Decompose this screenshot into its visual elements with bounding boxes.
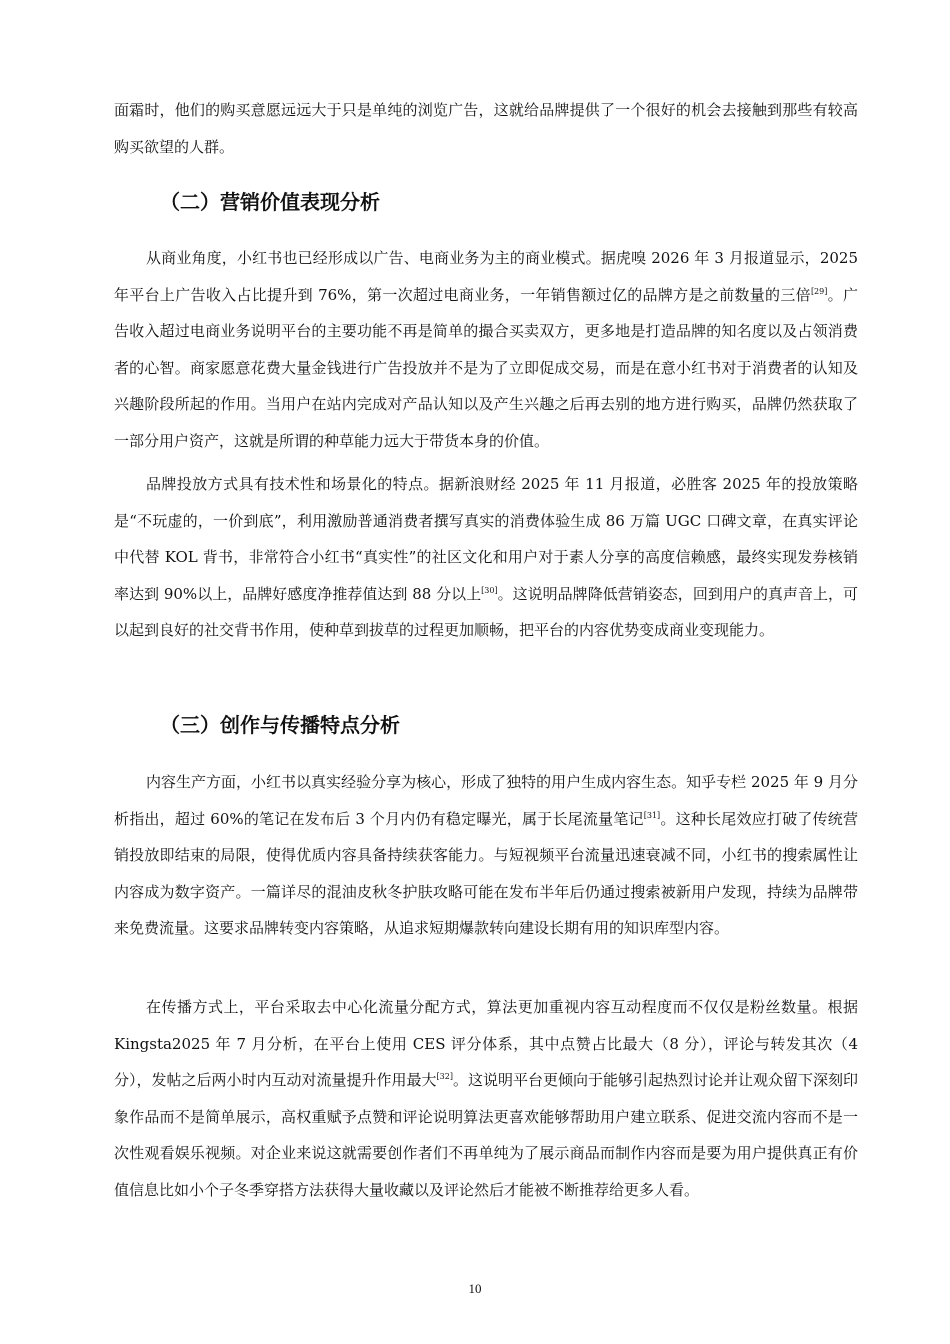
paragraph-text: 面霜时，他们的购买意愿远远大于只是单纯的浏览广告，这就给品牌提供了一个很好的机会去接触到那些有较高购买欲望的人群。 bbox=[114, 101, 858, 156]
paragraph-business-model bbox=[114, 240, 858, 460]
section-heading-3: （三）创作与传播特点分析 bbox=[160, 713, 400, 737]
citation-29: [29] bbox=[810, 286, 828, 296]
paragraph-text: 。广告收入超过电商业务说明平台的主要功能不再是简单的撮合买卖双方，更多地是打造品牌的知名度以及占领消费者的心智。商家愿意花费大量金钱进行广告投放并不是为了立即促成交易，而是在意小红书对于消费者的认知及兴趣阶段所起的作用。当用户在站内完成对产品认知以及产生兴趣之后再去别的地方进行购买，品牌仍然获取了一部分用户资产，这就是所谓的种草能力远大于带货本身的价值。 bbox=[114, 285, 858, 450]
page-number: 10 bbox=[468, 1281, 482, 1296]
paragraph-text: 。这说明品牌降低营销姿态，回到用户的真声音上，可以起到良好的社交背书作用，使种草到拔草的过程更加顺畅，把平台的内容优势变成商业变现能力。 bbox=[114, 584, 858, 640]
paragraph-distribution bbox=[114, 989, 858, 1209]
paragraph-text: 。这说明平台更倾向于能够引起热烈讨论并让观众留下深刻印象作品而不是简单展示，高权重赋予点赞和评论说明算法更喜欢能够帮助用户建立联系、促进交流内容而不是一次性观看娱乐视频。对企业来说这就需要创作者们不再单纯为了展示商品而制作内容而是要为用户提供真正有价值信息比如小个子冬季穿搭方法获得大量收藏以及评论然后才能被不断推荐给更多人看。 bbox=[114, 1071, 858, 1199]
paragraph-text: 从商业角度，小红书也已经形成以广告、电商业务为主的商业模式。据虎嗅 2026 年 3 月报道显示，2025 年平台上广告收入占比提升到 76%，第一次超过电商业务，一年销售额过亿的品牌方是之前数量的三倍 bbox=[114, 249, 858, 304]
paragraph-text: 。这种长尾效应打破了传统营销投放即结束的局限，使得优质内容具备持续获客能力。与短视频平台流量迅速衰减不同，小红书的搜索属性让内容成为数字资产。一篇详尽的混油皮秋冬护肤攻略可能在发布半年后仍通过搜索被新用户发现，持续为品牌带来免费流量。这要求品牌转变内容策略，从追求短期爆款转向建设长期有用的知识库型内容。 bbox=[114, 809, 858, 938]
paragraph-text: 在传播方式上，平台采取去中心化流量分配方式，算法更加重视内容互动程度而不仅仅是粉丝数量。根据 Kingsta2025 年 7 月分析，在平台上使用 CES 评分体系，其中点赞占比最大（8 分），评论与转发其次（4 分），发帖之后两小时内互动对流量提升作用最大 bbox=[114, 998, 858, 1090]
paragraph-intro bbox=[114, 92, 858, 165]
citation-31: [31] bbox=[643, 810, 661, 820]
citation-32: [32] bbox=[436, 1072, 453, 1082]
citation-30: [30] bbox=[481, 585, 498, 595]
paragraph-text: 品牌投放方式具有技术性和场景化的特点。据新浪财经 2025 年 11 月报道，必胜客 2025 年的投放策略是“不玩虚的，一价到底”，利用激励普通消费者撰写真实的消费体验生成 86 万篇 UGC 口碑文章，在真实评论中代替 KOL 背书，非常符合小红书“真实性”的社区文化和用户对于素人分享的高度信赖感，最终实现发券核销率达到 90%以上，品牌好感度净推荐值达到 88 分以上 bbox=[114, 475, 858, 603]
section-heading-2: （二）营销价值表现分析 bbox=[160, 190, 380, 214]
paragraph-text: 内容生产方面，小红书以真实经验分享为核心，形成了独特的用户生成内容生态。知乎专栏 2025 年 9 月分析指出，超过 60%的笔记在发布后 3 个月内仍有稳定曝光，属于长尾流量笔记 bbox=[114, 773, 858, 828]
paragraph-brand-placement bbox=[114, 466, 858, 649]
paragraph-content-production bbox=[114, 764, 858, 947]
